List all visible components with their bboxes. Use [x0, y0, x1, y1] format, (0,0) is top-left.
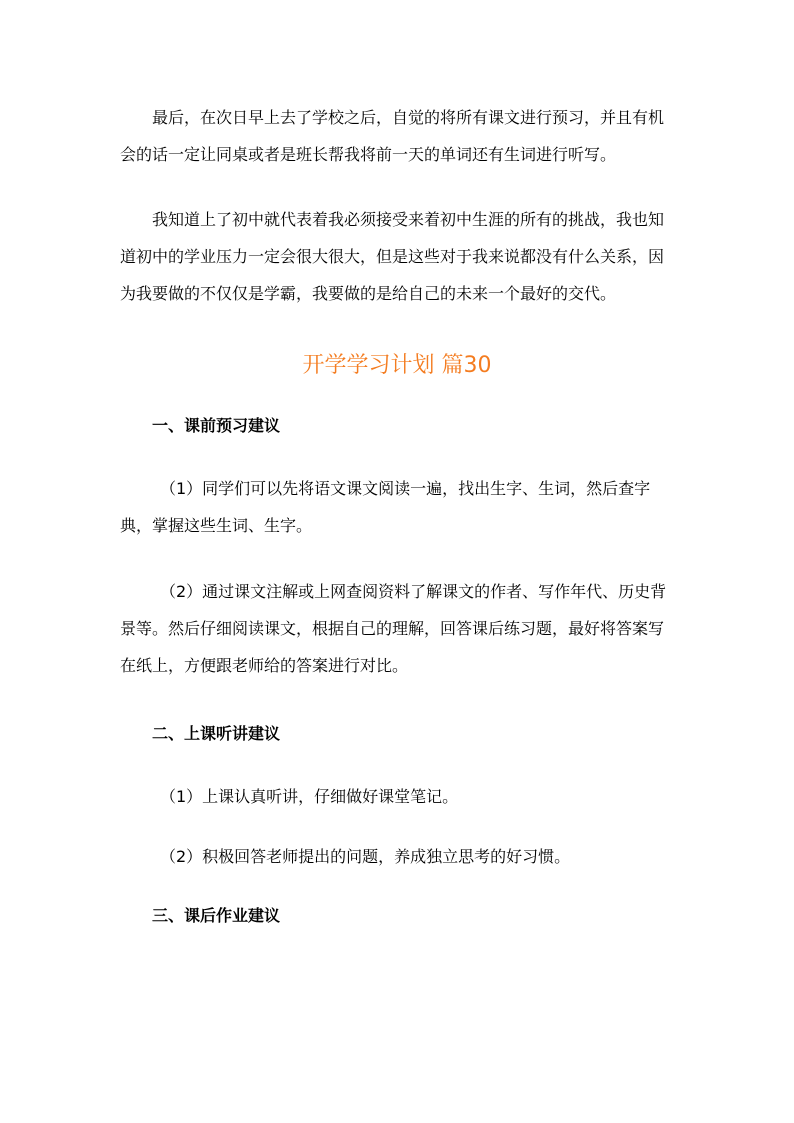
list-item: （1）上课认真听讲，仔细做好课堂笔记。 — [160, 787, 459, 806]
section-heading-listening: 二、上课听讲建议 — [152, 724, 281, 743]
list-item: （1）同学们可以先将语文课文阅读一遍，找出生字、生词，然后查字典，掌握这些生词、生字。 — [120, 479, 651, 535]
list-item: （2）通过课文注解或上网查阅资料了解课文的作者、写作年代、历史背景等。然后仔细阅读课文，根据自己的理解，回答课后练习题，最好将答案写在纸上，方便跟老师给的答案进行对比。 — [120, 582, 667, 675]
body-paragraph: 我知道上了初中就代表着我必须接受来着初中生涯的所有的挑战，我也知道初中的学业压力一定会很大很大，但是这些对于我来说都没有什么关系，因为我要做的不仅仅是学霸，我要做的是给自己的未来一个最好的交代。 — [120, 210, 665, 303]
section-heading-preview: 一、课前预习建议 — [152, 416, 281, 435]
body-paragraph: 最后，在次日早上去了学校之后，自觉的将所有课文进行预习，并且有机会的话一定让同桌或者是班长帮我将前一天的单词还有生词进行听写。 — [120, 108, 665, 164]
section-heading-homework: 三、课后作业建议 — [152, 906, 281, 925]
list-item: （2）积极回答老师提出的问题，养成独立思考的好习惯。 — [160, 847, 571, 866]
section-title: 开学学习计划 篇30 — [302, 353, 492, 378]
